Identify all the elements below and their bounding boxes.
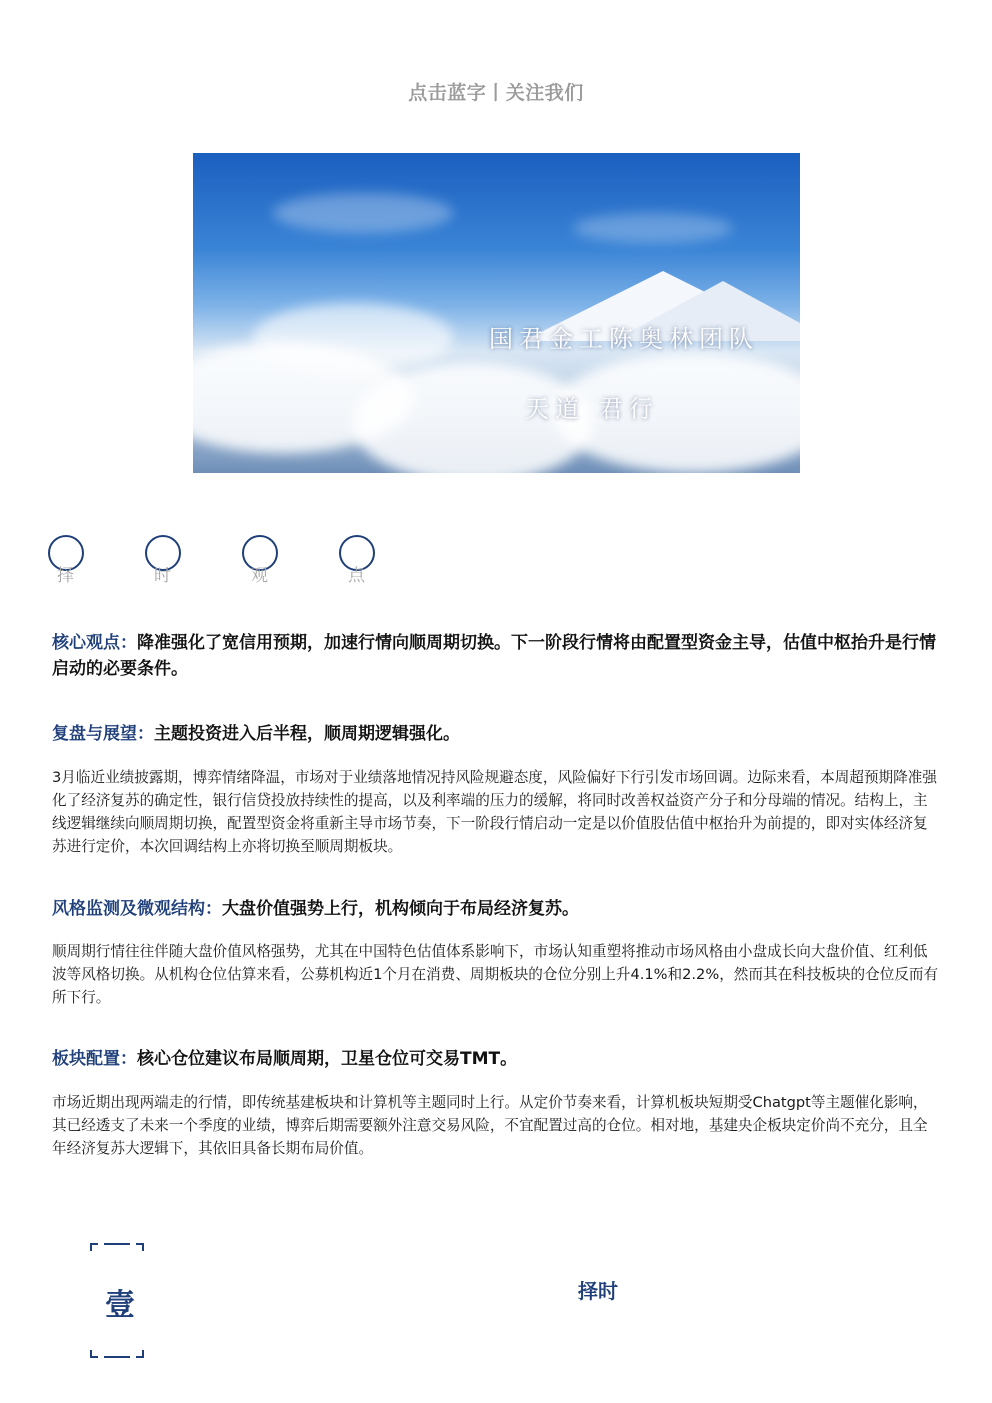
badge-char: 点 [348,566,365,586]
hero-motto: 天道 君行 [525,395,659,423]
badge-circle [242,535,278,595]
hero-team-name: 国君金工陈奥林团队 [489,325,759,353]
section-headline: 主题投资进入后半程，顺周期逻辑强化。 [154,724,460,744]
badge-circle [145,535,181,595]
chapter-title: 择时 [578,1279,618,1303]
sector-allocation-heading [52,1046,942,1072]
badge-circle [48,535,84,595]
follow-us-link[interactable]: 点击蓝字丨关注我们 [408,82,584,104]
core-view-heading [52,630,942,682]
badge-circle [339,535,375,595]
frame-bottom-ornament [90,1346,144,1360]
review-paragraph: 3月临近业绩披露期，博弈情绪降温，市场对于业绩落地情况持风险规避态度，风险偏好下行引发市场回调。边际来看，本周超预期降准强化了经济复苏的确定性，银行信贷投放持续性的提高，以及利率端的压力的缓解，将同时改善权益资产分子和分母端的情况。结构上，主线逻辑继续向顺周期切换，配置型资金将重新主导市场节奏，下一阶段行情启动一定是以价值股估值中枢抬升为前提的，即对实体经济复苏进行定价，本次回调结构上亦将切换至顺周期板块。 [52,769,937,855]
section-headline: 降准强化了宽信用预期，加速行情向顺周期切换。下一阶段行情将由配置型资金主导，估值中枢抬升是行情启动的必要条件。 [52,633,936,679]
section-headline: 核心仓位建议布局顺周期，卫星仓位可交易TMT。 [137,1049,518,1069]
chapter-number: 壹 [105,1288,135,1323]
frame-top-ornament [90,1240,144,1254]
badge-char: 观 [251,566,268,586]
sector-allocation-paragraph: 市场近期出现两端走的行情，即传统基建板块和计算机等主题同时上行。从定价节奏来看，计算机板块短期受Chatgpt等主题催化影响，其已经透支了未来一个季度的业绩，博弈后期需要额外注意交易风险，不宜配置过高的仓位。相对地，基建央企板块定价尚不充分，且全年经济复苏大逻辑下，其依旧具备长期布局价值。 [52,1094,928,1157]
style-monitor-heading [52,896,942,922]
style-monitor-paragraph: 顺周期行情往往伴随大盘价值风格强势，尤其在中国特色估值体系影响下，市场认知重塑将推动市场风格由小盘成长向大盘价值、红利低波等风格切换。从机构仓位估算来看，公募机构近1个月在消费、周期板块的仓位分别上升4.1%和2.2%，然而其在科技板块的仓位反而有所下行。 [52,943,939,1006]
section-label: 风格监测及微观结构： [52,899,222,919]
section-headline: 大盘价值强势上行，机构倾向于布局经济复苏。 [222,899,579,919]
section-label: 复盘与展望： [52,724,154,744]
section-label: 板块配置： [52,1049,137,1069]
hero-banner-image [193,153,800,473]
review-heading [52,721,942,747]
badge-char: 择 [57,566,74,586]
badge-char: 时 [154,566,171,586]
badge-row [48,535,448,595]
section-label: 核心观点： [52,633,137,653]
